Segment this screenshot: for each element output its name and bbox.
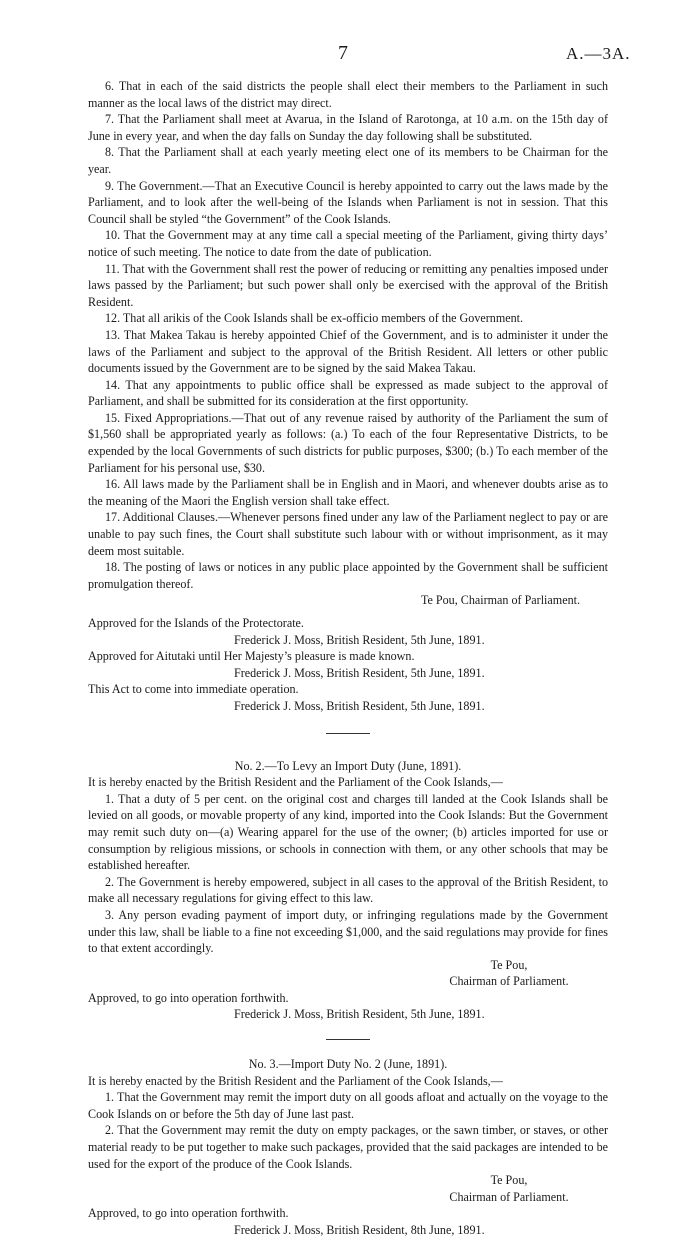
clause-16: 16. All laws made by the Parliament shall be in English and in Maori, and whenever doubts arise as to the meaning of the Maori the English version shall take effect. [88,477,608,508]
act-heading: No. 3.—Import Duty No. 2 (June, 1891). [248,1057,448,1072]
act-heading: No. 2.—To Levy an Import Duty (June, 1891). [234,758,462,773]
chairman-title: Chairman of Parliament. [449,974,569,989]
approval-text: This Act to come into immediate operation. [88,682,299,697]
resident-signature: Frederick J. Moss, British Resident, 5th June, 1891. [234,698,485,713]
clause-14: 14. That any appointments to public office shall be expressed as made subject to the approval of Parliament, and shall be submitted for its consideration at the first opportunity. [88,377,608,409]
clause-11: 11. That with the Government shall rest the power of reducing or remitting any penalties imposed under laws passed by the Parliament; but such power shall only be exercised with the approval of the British Resident. [88,261,608,309]
approval-text: Approved, to go into operation forthwith. [88,990,289,1005]
clause-6: 6. That in each of the said districts the people shall elect their members to the Parliament in such manner as the local laws of the district may direct. [88,79,608,110]
approval-operation [88,681,608,714]
clause-13: 13. That Makea Takau is hereby appointed Chief of the Government, and is to administer it under the laws of the Parliament and subject to the approval of the British Resident. All letters or other public documents issued by the Government are to be signed by the said Makea Takau. [88,327,608,376]
enacting-clause: It is hereby enacted by the British Resident and the Parliament of the Cook Islands,— [88,1073,503,1088]
resident-signature: Frederick J. Moss, British Resident, 5th June, 1891. [234,632,485,647]
approval-text: Approved for the Islands of the Protectorate. [88,616,304,630]
approval-block [88,1205,608,1238]
approval-aitutaki [88,648,608,681]
page-number: 7 [338,42,348,64]
approval-protectorate [88,615,608,648]
clause-15: 15. Fixed Appropriations.—That out of any revenue raised by authority of the Parliament the sum of $1,560 shall be appropriated yearly as follows: (a.) To each of the four Representative Districts, to be expended by the local Governments of such districts for public purposes, $300; (b.) To each member of the Parliament for his personal use, $30. [88,410,608,475]
clause-18: 18. The posting of laws or notices in any public place appointed by the Government shall be sufficient promulgation thereof. [88,560,608,591]
approval-text: Approved for Aitutaki until Her Majesty’s pleasure is made known. [88,649,415,664]
chairman-name: Te Pou, [490,1173,528,1188]
clause-10: 10. That the Government may at any time call a special meeting of the Parliament, giving thirty days’ notice of such meeting. The notice to date from the date of publication. [88,228,608,259]
chairman-signature: Te Pou, Chairman of Parliament. [420,593,580,608]
clause-9: 9. The Government.—That an Executive Council is hereby appointed to carry out the laws made by the Parliament, and to look after the well-being of the Islands when Parliament is not in session. That this Council shall be styled “the Government” of the Cook Islands. [88,178,608,226]
document-reference: A.—3A. [566,44,631,63]
document-body [88,78,608,1239]
clause-2: 2. That the Government may remit the duty on empty packages, or the sawn timber, or staves, or other material ready to be put together to make such packages, provided that the said packages are intended to be used for the export of the produce of the Cook Islands. [88,1123,608,1171]
clause-1: 1. That a duty of 5 per cent. on the original cost and charges till landed at the Cook Islands shall be levied on all goods, or movable property of any kind, imported into the Cook Islands: But the Government may remit such duty on—(a) Wearing apparel for the use of the owner; (b) articles imported for use or consumption by religious missions, or schools in connection with them, or any other schools that may be established hereafter. [88,791,608,873]
chairman-signature [88,1172,608,1205]
clause-12: 12. That all arikis of the Cook Islands shall be ex-officio members of the Government. [105,311,524,326]
clause-7: 7. That the Parliament shall meet at Avarua, in the Island of Rarotonga, at 10 a.m. on the 15th day of June in every year, and when the day falls on Sunday the day following shall be substituted. [88,112,608,143]
clause-8: 8. That the Parliament shall at each yearly meeting elect one of its members to be Chairman for the year. [88,145,608,176]
act-2 [88,758,608,1024]
clause-17: 17. Additional Clauses.—Whenever persons fined under any law of the Parliament neglect to pay or are unable to pay such fines, the Court shall substitute such labour with or without imprisonment, as it may deem most suitable. [88,510,608,558]
resident-signature: Frederick J. Moss, British Resident, 5th June, 1891. [234,665,485,680]
resident-signature: Frederick J. Moss, British Resident, 8th June, 1891. [234,1223,485,1237]
approval-text: Approved, to go into operation forthwith. [88,1206,289,1221]
act-1-continuation [88,78,608,715]
resident-signature: Frederick J. Moss, British Resident, 5th June, 1891. [234,1007,485,1022]
clause-1: 1. That the Government may remit the import duty on all goods afloat and actually on the voyage to the Cook Islands on or before the 5th day of June last past. [88,1090,608,1121]
approval-block [88,990,608,1023]
chairman-title: Chairman of Parliament. [449,1189,569,1204]
enacting-clause: It is hereby enacted by the British Resident and the Parliament of the Cook Islands,— [88,775,503,790]
clause-3: 3. Any person evading payment of import duty, or infringing regulations made by the Government under this law, shall be liable to a fine not exceeding $1,000, and the said regulations may provide for fines to that extent accordingly. [88,907,608,956]
clause-2: 2. The Government is hereby empowered, subject in all cases to the approval of the British Resident, to make all necessary regulations for giving effect to this law. [88,874,608,906]
act-3 [88,1056,608,1239]
chairman-name: Te Pou, [490,957,528,972]
chairman-signature [88,957,608,990]
